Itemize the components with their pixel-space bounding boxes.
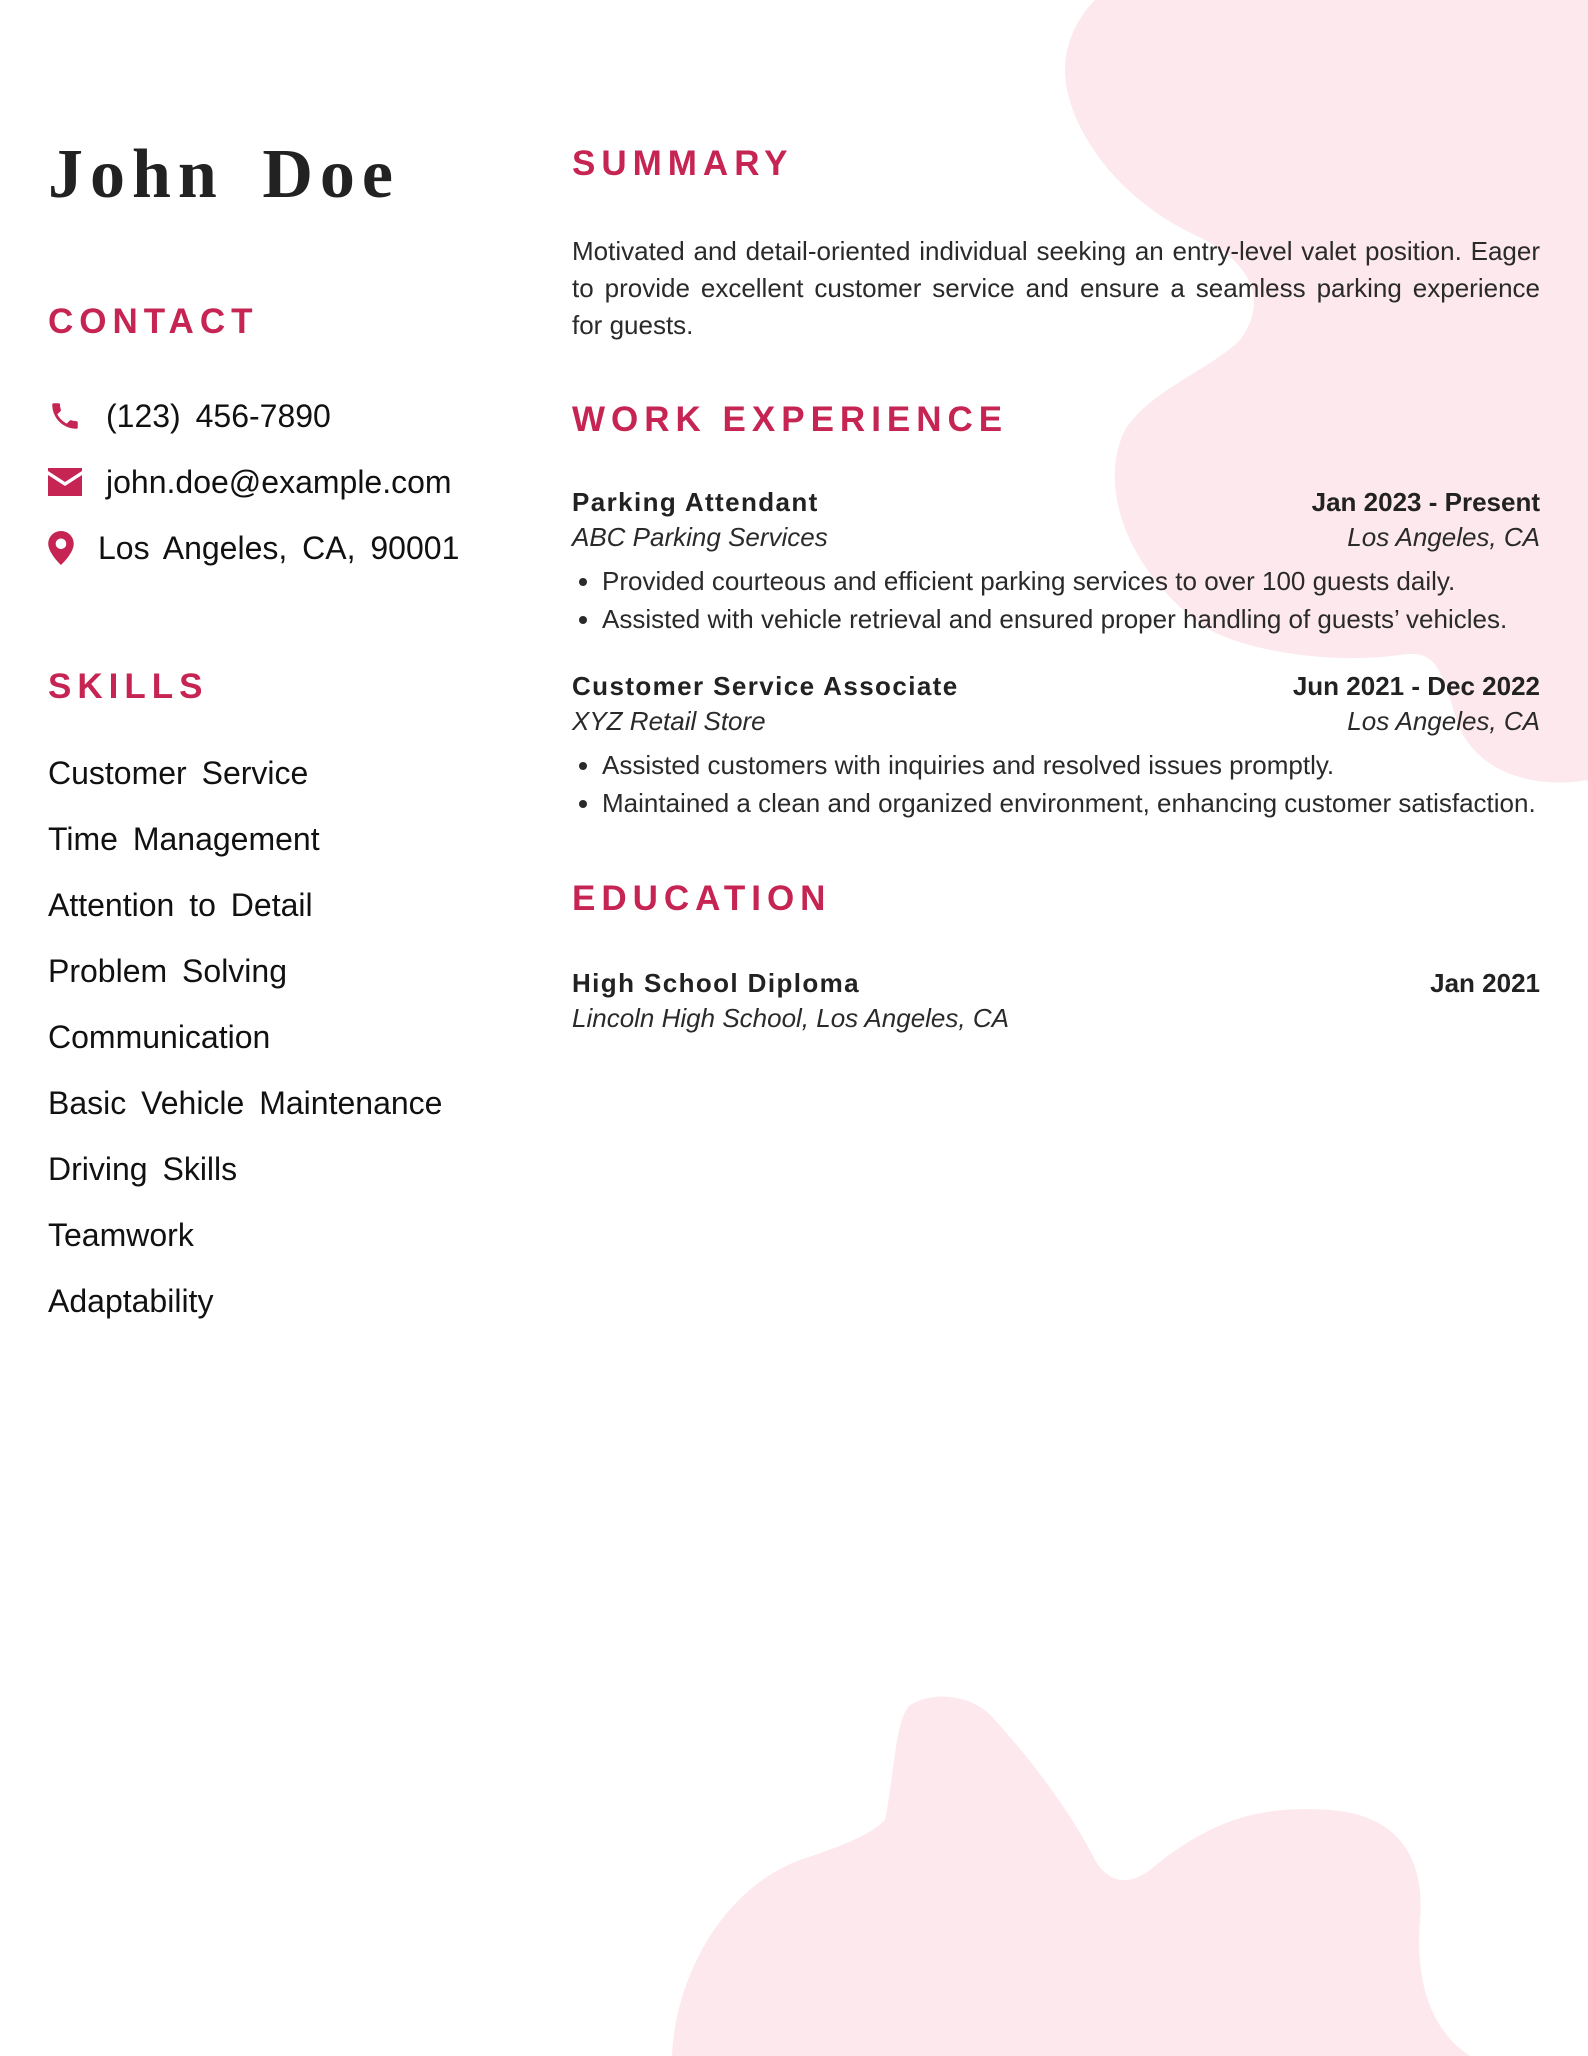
skill-item: Teamwork	[48, 1217, 194, 1253]
education-date: Jan 2021	[1430, 968, 1540, 998]
phone-icon	[48, 396, 88, 436]
job-company: ABC Parking Services	[572, 522, 828, 552]
work-experience-heading: WORK EXPERIENCE	[572, 400, 1009, 439]
envelope-icon	[48, 462, 88, 502]
contact-phone-text: (123) 456-7890	[106, 397, 331, 434]
contact-email-text: john.doe@example.com	[106, 463, 452, 500]
skill-item: Basic Vehicle Maintenance	[48, 1085, 443, 1121]
summary-text: Motivated and detail-oriented individual seeking an entry-level valet position. Eager to provide excellent customer service and ensure a seamless parking experience for guests.	[572, 236, 1540, 340]
map-pin-icon	[48, 528, 80, 568]
job-location: Los Angeles, CA	[1347, 522, 1540, 552]
skill-item: Attention to Detail	[48, 887, 313, 923]
job-company: XYZ Retail Store	[572, 706, 766, 736]
contact-location	[48, 515, 518, 581]
education-heading: EDUCATION	[572, 879, 832, 918]
right-column	[572, 146, 1540, 1034]
job-bullets	[572, 747, 1540, 821]
summary-heading: SUMMARY	[572, 144, 794, 183]
contact-email	[48, 449, 518, 515]
job-title: Parking Attendant	[572, 487, 819, 517]
education-school: Lincoln High School, Los Angeles, CA	[572, 1003, 1009, 1033]
job-bullet: • Assisted with vehicle retrieval and ensured proper handling of guests’ vehicles.	[602, 601, 1540, 637]
candidate-name: John Doe	[48, 136, 400, 213]
skill-item: Communication	[48, 1019, 271, 1055]
education-degree: High School Diploma	[572, 968, 861, 998]
skill-item: Time Management	[48, 821, 320, 857]
bottom-blob	[672, 1697, 1470, 2056]
contact-phone	[48, 383, 518, 449]
job-dates: Jan 2023 - Present	[1311, 487, 1540, 517]
job-dates: Jun 2021 - Dec 2022	[1292, 671, 1540, 701]
skill-item: Driving Skills	[48, 1151, 238, 1187]
left-column	[48, 136, 518, 1334]
contact-list	[48, 383, 518, 581]
skills-list	[48, 740, 518, 1334]
job-location: Los Angeles, CA	[1347, 706, 1540, 736]
education-entry	[572, 968, 1540, 1034]
skill-item: Adaptability	[48, 1283, 214, 1319]
job-entry	[572, 671, 1540, 821]
skills-heading: SKILLS	[48, 667, 209, 706]
job-bullet: • Assisted customers with inquiries and resolved issues promptly.	[602, 747, 1540, 783]
job-entry	[572, 487, 1540, 637]
contact-location-text: Los Angeles, CA, 90001	[98, 529, 460, 566]
job-bullet: • Maintained a clean and organized environment, enhancing customer satisfaction.	[602, 785, 1540, 821]
skill-item: Customer Service	[48, 755, 309, 791]
skill-item: Problem Solving	[48, 953, 287, 989]
job-bullet: • Provided courteous and efficient parking services to over 100 guests daily.	[602, 563, 1540, 599]
job-bullets	[572, 563, 1540, 637]
job-title: Customer Service Associate	[572, 671, 959, 701]
contact-heading: CONTACT	[48, 302, 259, 341]
